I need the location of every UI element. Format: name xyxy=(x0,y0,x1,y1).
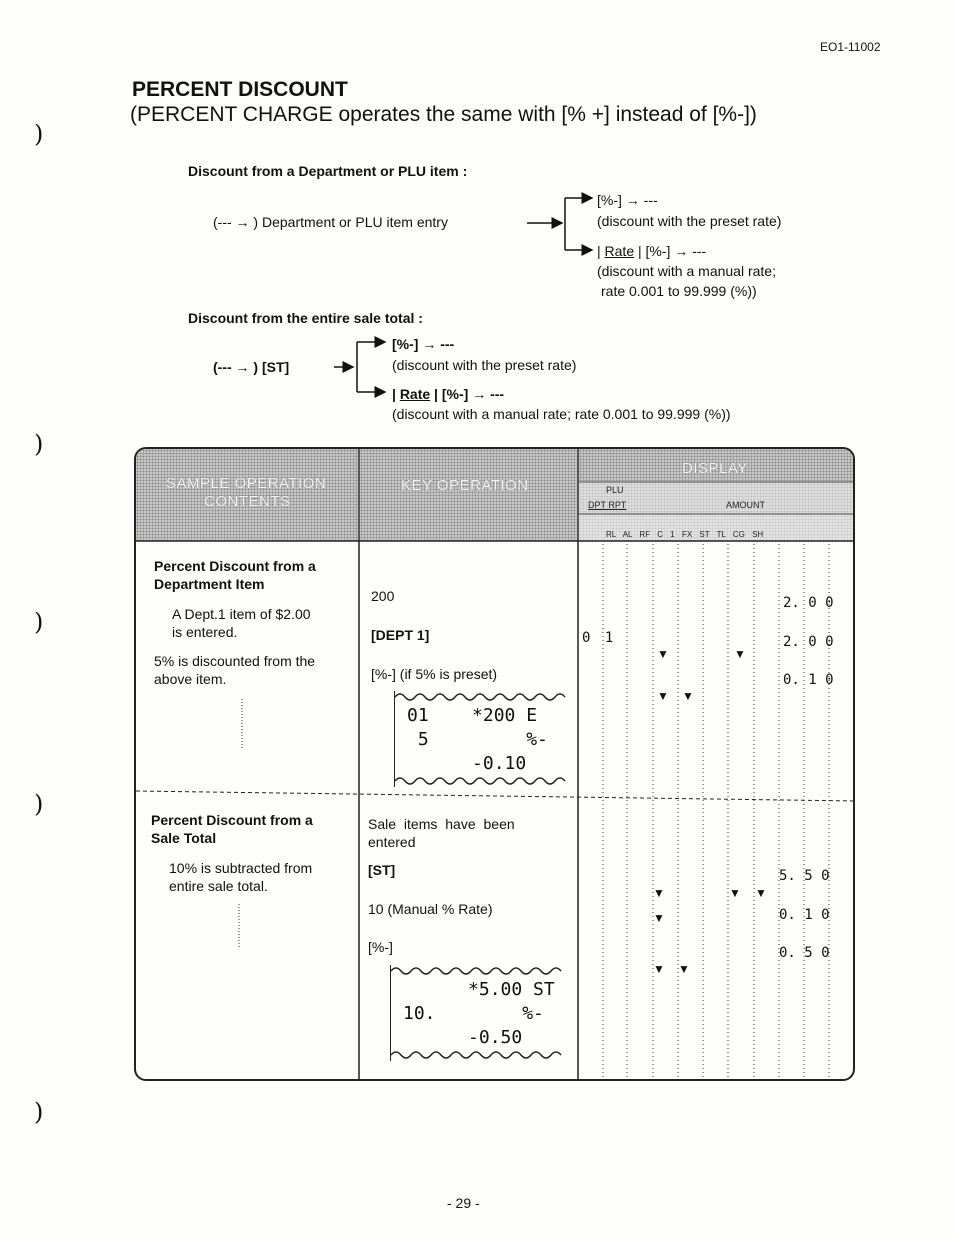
section2-opt1-key: [%-] → --- xyxy=(392,336,455,352)
receipt-line-3: -0.50 xyxy=(403,1027,523,1048)
row1-desc1a: A Dept.1 item of $2.00 xyxy=(172,606,311,622)
row2-key-3: [ST] xyxy=(368,862,396,878)
section2-entry: (--- → ) [ST] xyxy=(213,359,290,375)
row1-receipt xyxy=(394,691,575,787)
indicator-triangle: ▼ xyxy=(653,886,665,900)
section1-opt1-key: [%-] → --- xyxy=(597,192,658,208)
section1-heading: Discount from a Department or PLU item : xyxy=(188,163,468,179)
section1-opt2-key: [%-] → --- xyxy=(645,243,707,259)
row1-desc2b: above item. xyxy=(154,671,227,687)
header-dpt-rpt: DPT RPT xyxy=(588,500,627,510)
row1-amount-3: 0. 1 0 xyxy=(783,672,834,688)
section2-opt1-desc: (discount with the preset rate) xyxy=(392,357,577,373)
indicator-triangle: ▼ xyxy=(678,962,690,976)
document-number: EO1-11002 xyxy=(820,40,881,54)
indicator-triangle: ▼ xyxy=(734,647,746,661)
header-contents-line1: SAMPLE OPERATION xyxy=(166,475,327,492)
row2-key-5: [%-] xyxy=(368,939,393,955)
indicator-triangle: ▼ xyxy=(682,689,694,703)
page-subtitle: (PERCENT CHARGE operates the same with [% +] instead of [%-]) xyxy=(130,103,757,126)
row1-amount-2: 2. 0 0 xyxy=(783,634,834,650)
indicator-triangle: ▼ xyxy=(653,911,665,925)
rate-key: Rate xyxy=(399,386,431,402)
indicator-triangle: ▼ xyxy=(653,962,665,976)
row2-desc1a: 10% is subtracted from xyxy=(169,860,313,876)
row2-title-line1: Percent Discount from a xyxy=(151,812,313,828)
receipt-line-2: 5 %- xyxy=(407,729,548,750)
page-number: - 29 - xyxy=(447,1195,480,1211)
row2-amount-2: 0. 1 0 xyxy=(779,907,830,923)
receipt-line-3: -0.10 xyxy=(407,753,527,774)
header-display: DISPLAY xyxy=(682,460,748,477)
header-indicators: RL AL RF C 1 FX ST TL CG SH xyxy=(606,530,764,539)
section1-opt2-desc2: rate 0.001 to 99.999 (%)) xyxy=(601,283,757,299)
row1-key-3: [%-] (if 5% is preset) xyxy=(371,666,498,682)
indicator-triangle: ▼ xyxy=(657,647,669,661)
receipt-line-1: 01 *200 E xyxy=(407,705,538,726)
operation-table xyxy=(134,447,855,1081)
indicator-triangle: ▼ xyxy=(657,689,669,703)
binding-mark: ) xyxy=(34,608,44,636)
header-plu: PLU xyxy=(606,485,624,495)
section1-opt2: | Rate | [%-] → --- xyxy=(597,243,707,259)
receipt-line-2: 10. %- xyxy=(403,1003,544,1024)
row1-key-1: 200 xyxy=(371,588,395,604)
section2-opt2-desc: (discount with a manual rate; rate 0.001 to 99.999 (%)) xyxy=(392,406,731,422)
indicator-triangle: ▼ xyxy=(729,886,741,900)
binding-mark: ) xyxy=(34,120,44,148)
binding-mark: ) xyxy=(34,790,44,818)
row1-amount-1: 2. 0 0 xyxy=(783,595,834,611)
row1-dept-display: 0 1 xyxy=(582,630,614,646)
header-key-operation: KEY OPERATION xyxy=(401,477,529,494)
row2-desc1b: entire sale total. xyxy=(169,878,268,894)
row1-desc2a: 5% is discounted from the xyxy=(154,653,316,669)
section1-opt1-desc: (discount with the preset rate) xyxy=(597,213,782,229)
row2-key-2: entered xyxy=(368,834,416,850)
row2-amount-3: 0. 5 0 xyxy=(779,945,830,961)
section1-entry: (--- → ) Department or PLU item entry xyxy=(213,214,448,230)
binding-mark: ) xyxy=(34,430,44,458)
section2-opt2-key: [%-] → --- xyxy=(441,386,505,402)
row2-receipt xyxy=(390,965,571,1061)
row1-desc1b: is entered. xyxy=(172,624,238,640)
section2-heading: Discount from the entire sale total : xyxy=(188,310,423,326)
section2-opt2: | Rate | [%-] → --- xyxy=(392,386,505,402)
row1-key-2: [DEPT 1] xyxy=(371,627,430,643)
binding-mark: ) xyxy=(34,1098,44,1126)
header-amount: AMOUNT xyxy=(726,500,765,510)
header-contents-line2: CONTENTS xyxy=(204,493,291,510)
receipt-line-1: *5.00 ST xyxy=(403,979,555,1000)
row2-key-1: Sale items have been xyxy=(368,816,515,832)
row2-key-4: 10 (Manual % Rate) xyxy=(368,901,493,917)
indicator-triangle: ▼ xyxy=(755,886,767,900)
rate-key: Rate xyxy=(604,243,635,259)
row1-title-line1: Percent Discount from a xyxy=(154,558,316,574)
page-title: PERCENT DISCOUNT xyxy=(132,78,348,101)
row2-title-line2: Sale Total xyxy=(151,830,217,846)
section1-opt2-desc1: (discount with a manual rate; xyxy=(597,263,776,279)
row2-amount-1: 5. 5 0 xyxy=(779,868,830,884)
row1-title-line2: Department Item xyxy=(154,576,265,592)
